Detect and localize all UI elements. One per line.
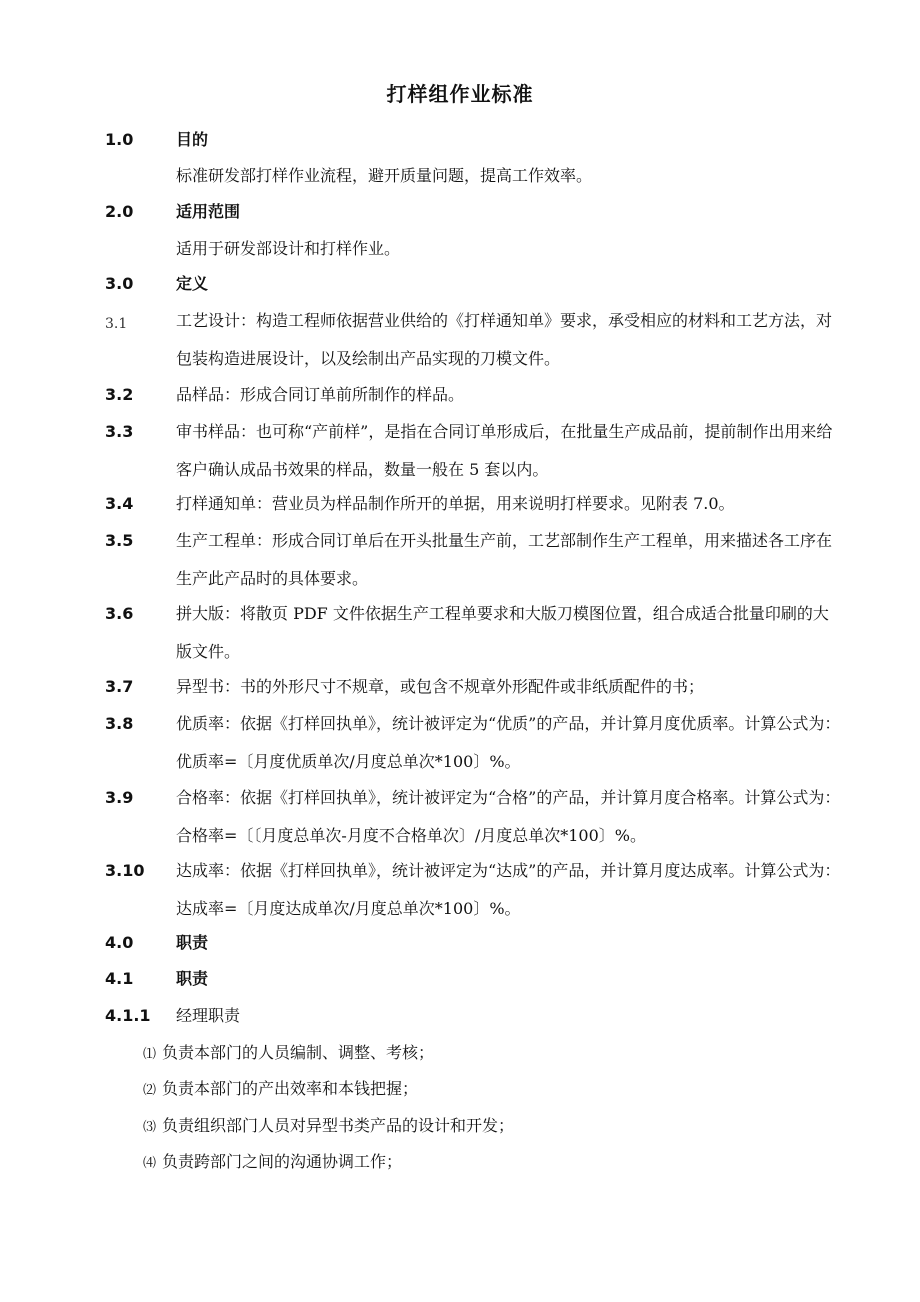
subsection-number: 4.1.1 [105,1006,151,1025]
section-number: 4.1 [105,969,134,988]
list-item [143,1150,402,1176]
definition-text: 拼大版：将散页 PDF 文件依据生产工程单要求和大版刀模图位置，组合成适合批量印刷的大版文件。 [176,604,829,661]
section-text: 适用于研发部设计和打样作业。 [176,239,401,258]
list-marker: ⑶ [143,1120,157,1135]
definition-text: 异型书：书的外形尺寸不规章，或包含不规章外形配件或非纸质配件的书； [176,677,705,696]
definition-number: 3.5 [105,531,134,550]
section-number: 3.0 [105,274,134,293]
definition-text: 工艺设计：构造工程师依据营业供给的《打样通知单》要求，承受相应的材料和工艺方法，对包装构造进展设计，以及绘制出产品实现的刀模文件。 [176,311,833,368]
definition-number: 3.9 [105,788,134,807]
definition-text: 合格率：依据《打样回执单》，统计被评定为“合格”的产品，并计算月度合格率。计算公式为：合格率=〔〔月度总单次-月度不合格单次〕/月度总单次*100〕%。 [176,788,841,845]
list-marker: ⑷ [143,1156,157,1171]
definition-number: 3.2 [105,385,134,404]
section-heading: 定义 [176,274,209,293]
definition-text: 优质率：依据《打样回执单》，统计被评定为“优质”的产品，并计算月度优质率。计算公式为：优质率=〔月度优质单次/月度总单次*100〕%。 [176,714,841,771]
list-item [143,1041,434,1067]
section-number: 4.0 [105,933,134,952]
list-item-text: 负责组织部门人员对异型书类产品的设计和开发； [162,1116,515,1135]
definition-text: 生产工程单：形成合同订单后在开头批量生产前，工艺部制作生产工程单，用来描述各工序在生产此产品时的具体要求。 [176,531,833,588]
definition-text: 打样通知单：营业员为样品制作所开的单据，用来说明打样要求。见附表 7.0。 [176,494,735,513]
list-item-text: 负责跨部门之间的沟通协调工作； [162,1152,403,1171]
list-marker: ⑴ [143,1047,157,1062]
section-number: 2.0 [105,202,134,221]
subsection-text: 经理职责 [176,1006,241,1025]
list-item [143,1077,418,1103]
list-item-text: 负责本部门的产出效率和本钱把握； [162,1079,419,1098]
definition-text: 品样品：形成合同订单前所制作的样品。 [176,385,465,404]
definition-number: 3.7 [105,677,134,696]
definition-number: 3.3 [105,422,134,441]
section-text: 标准研发部打样作业流程，避开质量问题，提高工作效率。 [176,166,593,185]
section-heading: 职责 [176,969,209,988]
section-number: 1.0 [105,130,134,149]
list-item-text: 负责本部门的人员编制、调整、考核； [162,1043,435,1062]
definition-number: 3.10 [105,861,145,880]
definition-number: 3.4 [105,494,134,513]
list-item [143,1114,514,1140]
definition-text: 审书样品：也可称“产前样”，是指在合同订单形成后，在批量生产成品前，提前制作出用来给客户确认成品书效果的样品，数量一般在 5 套以内。 [176,422,833,479]
section-heading: 目的 [176,130,209,149]
page-title: 打样组作业标准 [386,82,534,106]
definition-number: 3.6 [105,604,134,623]
definition-number: 3.8 [105,714,134,733]
definition-number: 3.1 [105,316,128,332]
list-marker: ⑵ [143,1083,157,1098]
definition-text: 达成率：依据《打样回执单》，统计被评定为“达成”的产品，并计算月度达成率。计算公式为：达成率=〔月度达成单次/月度总单次*100〕%。 [176,861,841,918]
section-heading: 适用范围 [176,202,241,221]
section-heading: 职责 [176,933,209,952]
